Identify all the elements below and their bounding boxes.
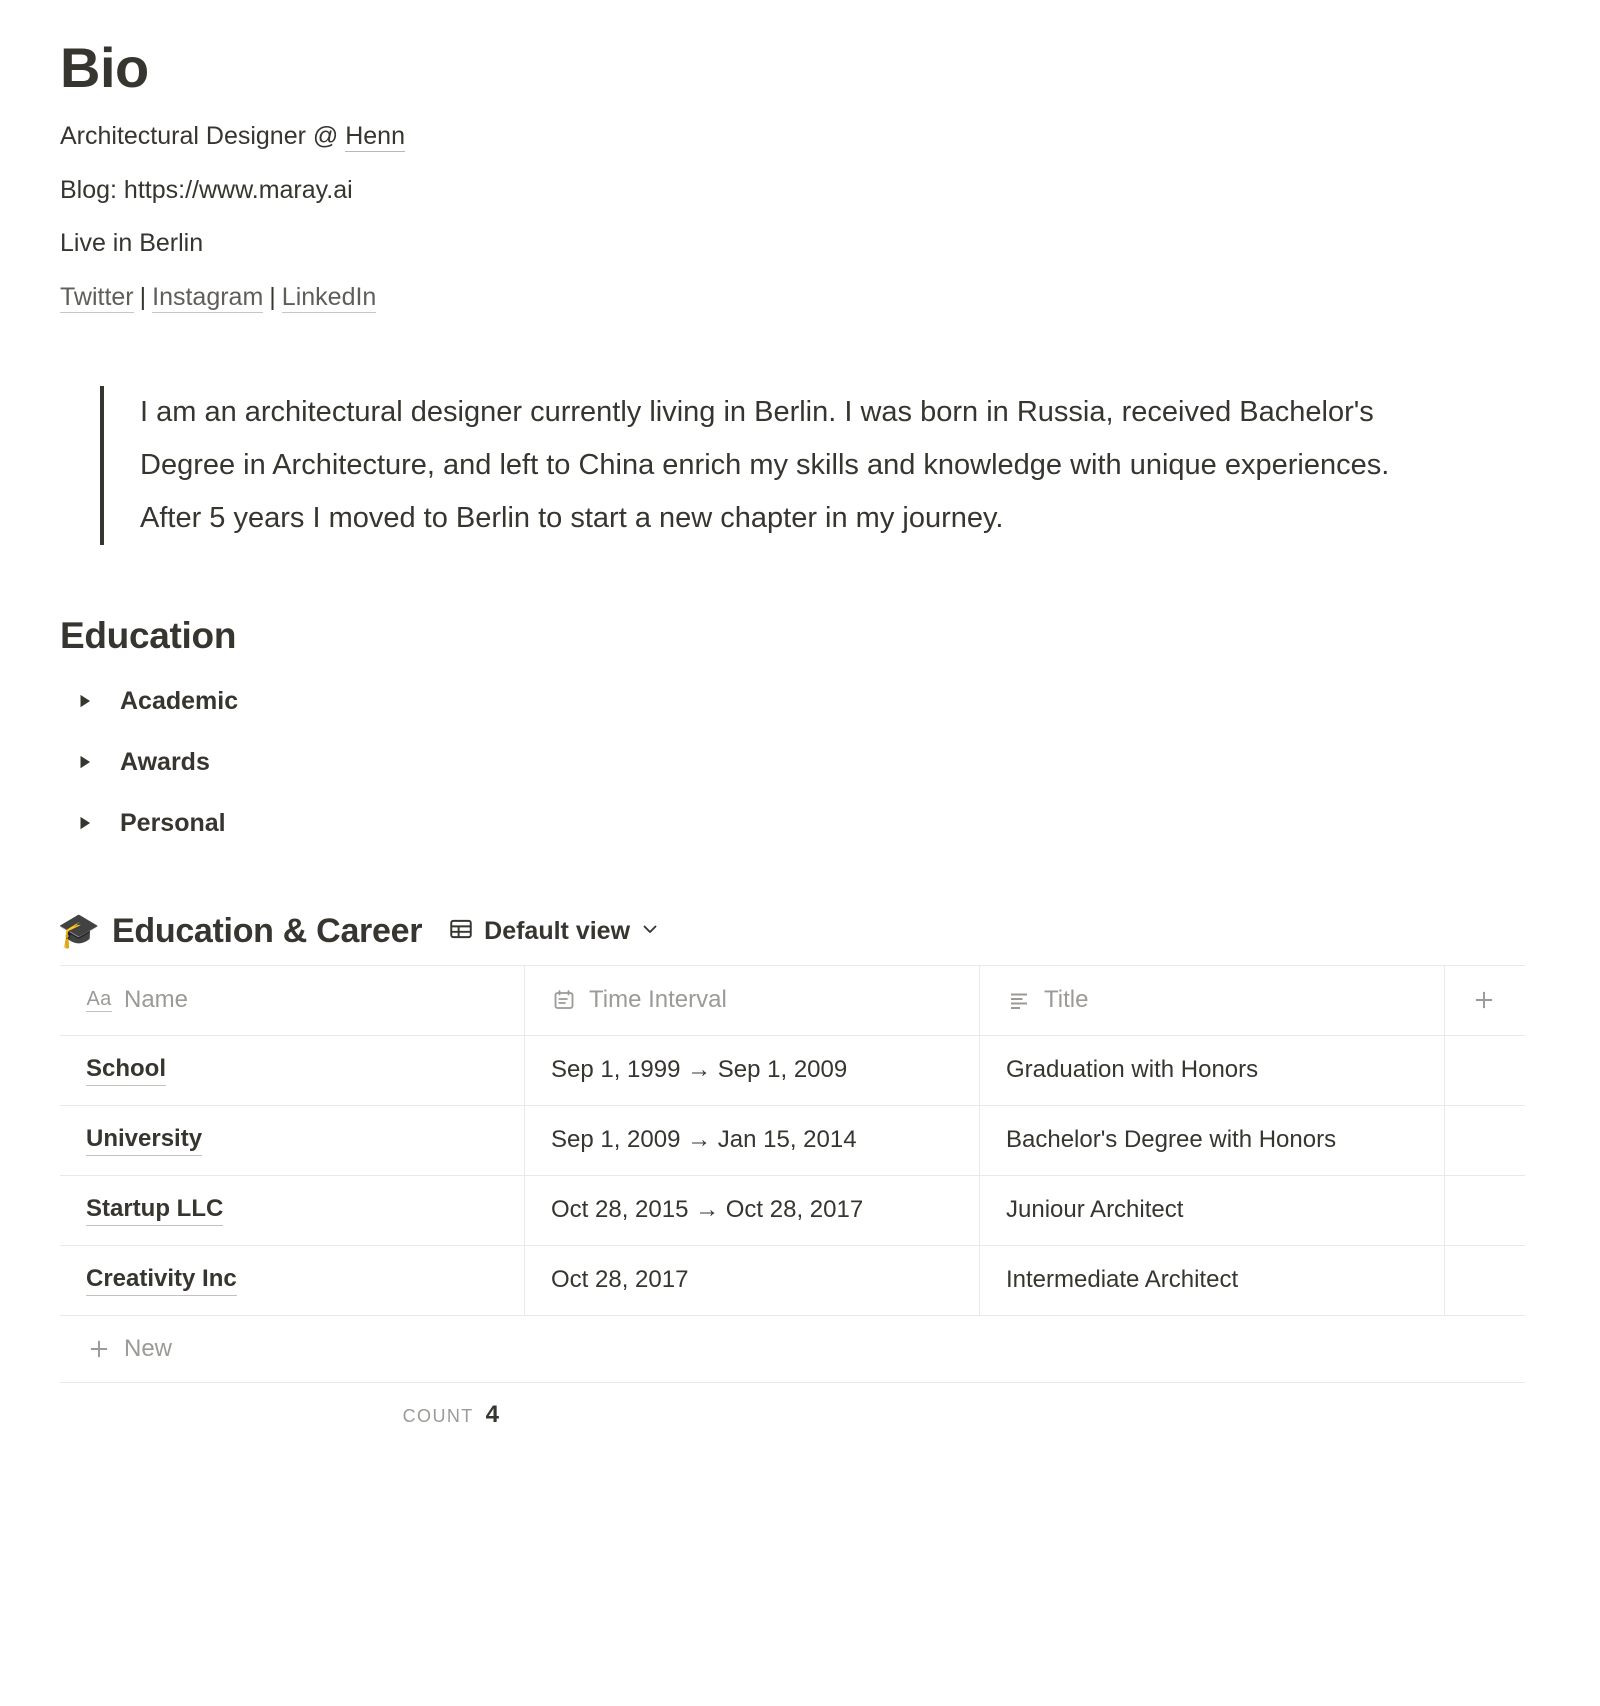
database-table bbox=[60, 965, 1525, 1383]
plus-icon bbox=[1471, 987, 1497, 1013]
cell-name[interactable] bbox=[60, 1106, 525, 1175]
row-name-link[interactable]: Creativity Inc bbox=[86, 1265, 237, 1296]
toggle-item-academic[interactable] bbox=[60, 671, 1540, 732]
page-title: Bio bbox=[60, 36, 149, 99]
table-view-icon bbox=[448, 916, 474, 947]
add-row-label: New bbox=[124, 1334, 173, 1362]
cell-name[interactable] bbox=[60, 1176, 525, 1245]
row-title-value: Graduation with Honors bbox=[1006, 1056, 1259, 1084]
social-link-linkedin[interactable]: LinkedIn bbox=[281, 282, 377, 311]
toggle-item-label: Personal bbox=[120, 808, 226, 837]
cell-time-interval[interactable] bbox=[525, 1036, 980, 1105]
social-link-instagram[interactable]: Instagram bbox=[152, 282, 264, 311]
cell-title[interactable] bbox=[980, 1246, 1445, 1315]
column-header-name[interactable] bbox=[60, 966, 525, 1035]
row-title-value: Intermediate Architect bbox=[1006, 1266, 1239, 1294]
table-row[interactable] bbox=[60, 1036, 1525, 1106]
social-links-row bbox=[60, 265, 1540, 319]
triangle-right-icon[interactable] bbox=[70, 814, 100, 832]
social-link-twitter[interactable]: Twitter bbox=[60, 282, 134, 311]
toggle-item-personal[interactable] bbox=[60, 793, 1540, 854]
role-line bbox=[60, 100, 1540, 158]
location-line: Live in Berlin bbox=[60, 229, 204, 258]
row-end-spacer bbox=[1445, 1036, 1525, 1105]
calendar-icon bbox=[551, 987, 577, 1013]
count-label: COUNT bbox=[402, 1405, 474, 1426]
row-time-interval-value: Sep 1, 1999 → Sep 1, 2009 bbox=[551, 1056, 848, 1084]
column-header-title[interactable] bbox=[980, 966, 1445, 1035]
database-view-label: Default view bbox=[484, 916, 631, 945]
add-column-button[interactable] bbox=[1445, 966, 1525, 1035]
column-header-label: Name bbox=[124, 986, 189, 1014]
quote-block bbox=[100, 386, 1400, 544]
count-value: 4 bbox=[485, 1400, 499, 1428]
row-end-spacer bbox=[1445, 1106, 1525, 1175]
triangle-right-icon[interactable] bbox=[70, 753, 100, 771]
row-end-spacer bbox=[1445, 1246, 1525, 1315]
toggle-item-label: Awards bbox=[120, 747, 210, 776]
row-name-link[interactable]: Startup LLC bbox=[86, 1195, 223, 1226]
graduation-cap-icon: 🎓 bbox=[57, 912, 101, 951]
social-separator-1: | bbox=[139, 282, 147, 311]
column-header-label: Title bbox=[1044, 986, 1089, 1014]
table-row[interactable] bbox=[60, 1176, 1525, 1246]
chevron-down-icon[interactable] bbox=[640, 919, 660, 944]
toggle-list bbox=[60, 663, 1540, 854]
database-title[interactable]: Education & Career bbox=[112, 911, 423, 950]
title-text-icon: Aa bbox=[86, 987, 112, 1010]
quote-text: I am an architectural designer currently living in Berlin. I was born in Russia, received Bachelor's Degree in Architecture, and left to China enrich my skills and knowledge with unique experiences. After 5 years I moved to Berlin to start a new chapter in my journey. bbox=[140, 396, 1390, 534]
table-row[interactable] bbox=[60, 1106, 1525, 1176]
text-lines-icon bbox=[1006, 987, 1032, 1013]
row-time-interval-value: Oct 28, 2015 → Oct 28, 2017 bbox=[551, 1196, 864, 1224]
cell-name[interactable] bbox=[60, 1246, 525, 1315]
table-row[interactable] bbox=[60, 1246, 1525, 1316]
row-name-link[interactable]: University bbox=[86, 1125, 202, 1156]
column-header-label: Time Interval bbox=[589, 986, 727, 1014]
row-time-interval-value: Sep 1, 2009 → Jan 15, 2014 bbox=[551, 1126, 857, 1154]
cell-title[interactable] bbox=[980, 1036, 1445, 1105]
plus-icon bbox=[86, 1336, 112, 1362]
row-title-value: Juniour Architect bbox=[1006, 1196, 1184, 1224]
database-header bbox=[57, 911, 1540, 965]
toggle-item-awards[interactable] bbox=[60, 732, 1540, 793]
cell-time-interval[interactable] bbox=[525, 1176, 980, 1245]
count-summary[interactable] bbox=[60, 1401, 525, 1429]
quote-block-wrapper bbox=[60, 318, 1540, 544]
database-view-selector[interactable] bbox=[448, 916, 660, 947]
row-name-link[interactable]: School bbox=[86, 1055, 166, 1086]
cell-time-interval[interactable] bbox=[525, 1246, 980, 1315]
cell-title[interactable] bbox=[980, 1176, 1445, 1245]
toggle-item-label: Academic bbox=[120, 686, 239, 715]
row-end-spacer bbox=[1445, 1176, 1525, 1245]
column-header-time-interval[interactable] bbox=[525, 966, 980, 1035]
social-separator-2: | bbox=[269, 282, 276, 311]
role-prefix-text: Architectural Designer @ bbox=[60, 122, 346, 151]
database-block bbox=[57, 854, 1540, 1429]
cell-name[interactable] bbox=[60, 1036, 525, 1105]
row-time-interval-value: Oct 28, 2017 bbox=[551, 1266, 689, 1294]
company-link-henn[interactable]: Henn bbox=[345, 122, 405, 151]
section-heading-education: Education bbox=[60, 614, 237, 656]
triangle-right-icon[interactable] bbox=[70, 692, 100, 710]
table-header-row bbox=[60, 966, 1525, 1036]
cell-time-interval[interactable] bbox=[525, 1106, 980, 1175]
cell-title[interactable] bbox=[980, 1106, 1445, 1175]
row-title-value: Bachelor's Degree with Honors bbox=[1006, 1126, 1337, 1154]
add-row-button[interactable] bbox=[60, 1316, 1525, 1382]
blog-line: Blog: https://www.maray.ai bbox=[60, 175, 353, 204]
table-new-row[interactable] bbox=[60, 1316, 1525, 1383]
database-footer bbox=[60, 1383, 1525, 1429]
